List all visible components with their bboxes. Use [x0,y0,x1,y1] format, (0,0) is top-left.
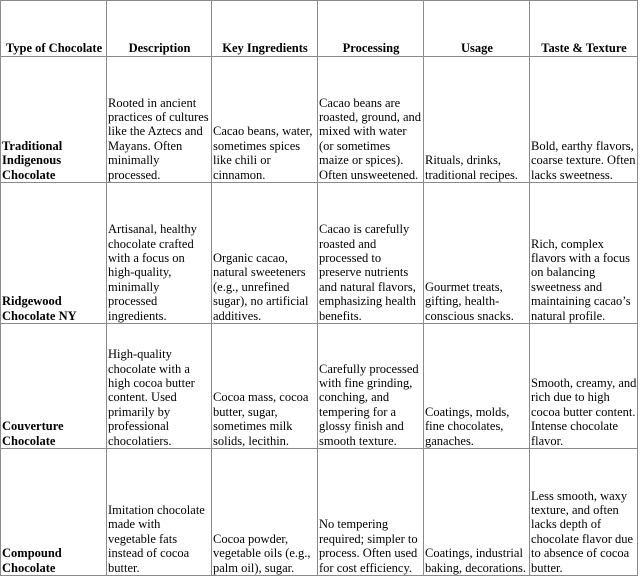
usage-cell: Coatings, molds, fine chocolates, ganaches. [424,324,530,449]
description-cell: High-quality chocolate with a high cocoa butter content. Used primarily by professional chocolatiers. [107,324,212,449]
table-row [1,57,638,183]
ingredients-cell: Organic cacao, natural sweeteners (e.g., unrefined sugar), no artificial additives. [212,183,318,324]
processing-cell: No tempering required; simpler to process. Often used for cost efficiency. [318,449,424,576]
ingredients-cell: Cocoa mass, cocoa butter, sugar, sometimes milk solids, lecithin. [212,324,318,449]
description-cell: Imitation chocolate made with vegetable fats instead of cocoa butter. [107,449,212,576]
header-type: Type of Chocolate [1,1,107,57]
table-row [1,324,638,449]
type-cell: Couverture Chocolate [1,324,107,449]
usage-cell: Coatings, industrial baking, decorations. [424,449,530,576]
taste-texture-cell: Less smooth, waxy texture, and often lacks depth of chocolate flavor due to absence of cocoa butter. [530,449,638,576]
header-key-ingredients: Key Ingredients [212,1,318,57]
header-row [1,1,638,57]
taste-texture-cell: Rich, complex flavors with a focus on balancing sweetness and maintaining cacao’s natural profile. [530,183,638,324]
type-cell: Traditional Indigenous Chocolate [1,57,107,183]
header-taste-texture: Taste & Texture [530,1,638,57]
usage-cell: Rituals, drinks, traditional recipes. [424,57,530,183]
taste-texture-cell: Smooth, creamy, and rich due to high cocoa butter content. Intense chocolate flavor. [530,324,638,449]
processing-cell: Carefully processed with fine grinding, conching, and tempering for a glossy finish and smooth texture. [318,324,424,449]
description-cell: Artisanal, healthy chocolate crafted with a focus on high-quality, minimally processed ingredients. [107,183,212,324]
type-cell: Ridgewood Chocolate NY [1,183,107,324]
usage-cell: Gourmet treats, gifting, health-conscious snacks. [424,183,530,324]
header-processing: Processing [318,1,424,57]
processing-cell: Cacao beans are roasted, ground, and mixed with water (or sometimes maize or spices). Often unsweetened. [318,57,424,183]
header-description: Description [107,1,212,57]
table-row [1,183,638,324]
processing-cell: Cacao is carefully roasted and processed to preserve nutrients and natural flavors, emphasizing health benefits. [318,183,424,324]
description-cell: Rooted in ancient practices of cultures like the Aztecs and Mayans. Often minimally processed. [107,57,212,183]
taste-texture-cell: Bold, earthy flavors, coarse texture. Often lacks sweetness. [530,57,638,183]
ingredients-cell: Cacao beans, water, sometimes spices like chili or cinnamon. [212,57,318,183]
header-usage: Usage [424,1,530,57]
table-row [1,449,638,576]
ingredients-cell: Cocoa powder, vegetable oils (e.g., palm oil), sugar. [212,449,318,576]
type-cell: Compound Chocolate [1,449,107,576]
